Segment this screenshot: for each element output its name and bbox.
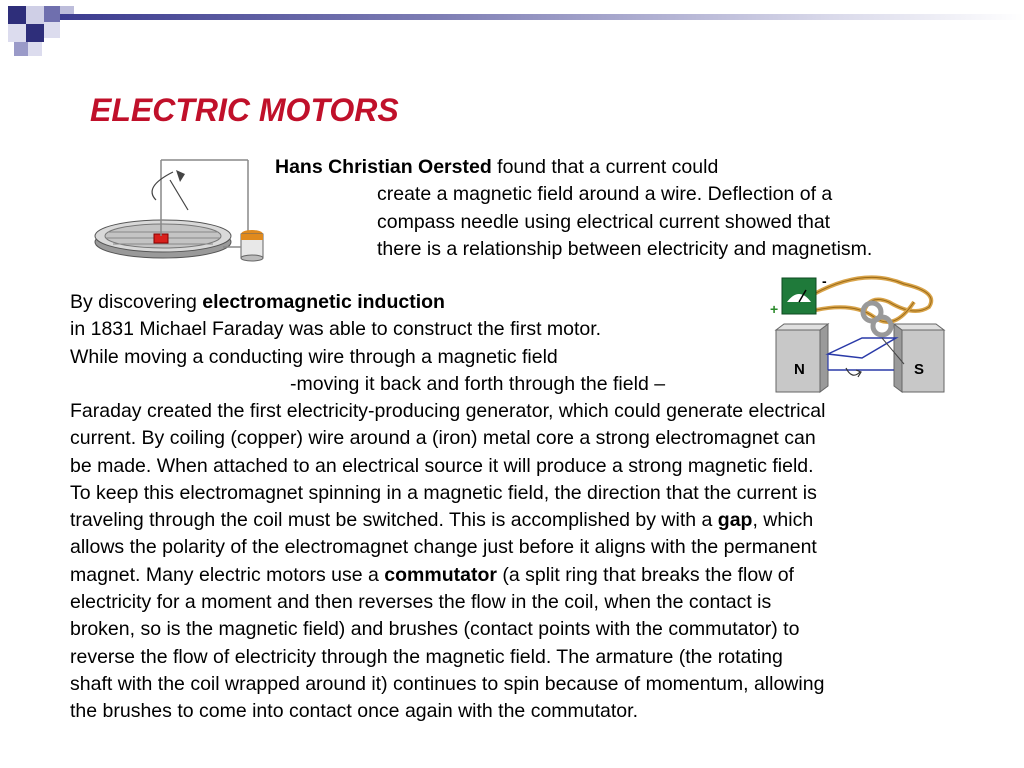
faraday-intro-paragraph: [70, 289, 665, 398]
oersted-line-4: there is a relationship between electricity and magnetism.: [377, 237, 873, 260]
body-line-1: Faraday created the first electricity-producing generator, which could generate electrical: [70, 400, 826, 422]
decor-square-2: [26, 6, 44, 24]
faraday-line-2: in 1831 Michael Faraday was able to construct the first motor.: [70, 318, 602, 341]
oersted-apparatus-illustration: [88, 152, 278, 262]
body-line-4: To keep this electromagnet spinning in a magnetic field, the direction that the current is: [70, 481, 817, 504]
body-line-5-suffix: , which: [752, 509, 814, 532]
commutator-term: commutator: [384, 563, 497, 586]
oersted-line-2: create a magnetic field around a wire. Deflection of a: [377, 183, 833, 206]
faraday-line-1-prefix: By discovering: [70, 291, 203, 313]
body-line-6: allows the polarity of the electromagnet change just before it aligns with the permanent: [70, 536, 817, 559]
faraday-line-1: [70, 289, 665, 316]
faraday-line-3: While moving a conducting wire through a magnetic field: [70, 345, 558, 368]
decor-square-8: [28, 42, 42, 56]
body-line-7-prefix: magnet. Many electric motors use a: [70, 563, 385, 586]
generator-illustration: [764, 272, 964, 402]
body-line-2: current. By coiling (copper) wire around a (iron) metal core a strong electromagnet can: [70, 427, 816, 450]
decor-square-6: [44, 22, 60, 38]
oersted-line-1-rest: found that a current could: [491, 156, 719, 178]
meter-minus-sign: -: [822, 273, 827, 289]
meter-plus-sign: +: [770, 301, 779, 317]
oersted-line-3: compass needle using electrical current showed that: [377, 210, 831, 233]
body-line-9: broken, so is the magnetic field) and brushes (contact points with the commutator) to: [70, 618, 800, 641]
decor-square-4: [26, 24, 44, 42]
south-pole-label: S: [914, 361, 925, 378]
oersted-name: Hans Christian Oersted: [275, 156, 492, 178]
body-line-3: be made. When attached to an electrical source it will produce a strong magnetic field.: [70, 454, 814, 477]
slide-title: ELECTRIC MOTORS: [90, 92, 399, 128]
body-line-7-suffix: (a split ring that breaks the flow of: [496, 563, 794, 586]
decor-square-3: [44, 6, 60, 22]
decor-square-7: [14, 42, 28, 56]
faraday-line-4: -moving it back and forth through the field –: [290, 372, 666, 395]
body-paragraph: [70, 398, 825, 726]
body-line-7: [70, 562, 825, 589]
body-line-8: electricity for a moment and then reverses the flow in the coil, when the contact is: [70, 591, 772, 614]
body-line-5-prefix: traveling through the coil must be switched. This is accomplished by with a: [70, 509, 718, 532]
body-line-10: reverse the flow of electricity through the magnetic field. The armature (the rotating: [70, 645, 783, 668]
em-induction-term: electromagnetic induction: [202, 291, 445, 313]
decor-square-5: [8, 24, 26, 42]
body-line-5: [70, 507, 825, 534]
body-line-12: the brushes to come into contact once again with the commutator.: [70, 700, 638, 723]
oersted-line-1: [275, 154, 872, 181]
north-pole-label: N: [794, 361, 805, 378]
body-line-11: shaft with the coil wrapped around it) continues to spin because of momentum, allowing: [70, 672, 825, 695]
header-rule: [60, 14, 1024, 20]
decor-square-1: [8, 6, 26, 24]
gap-term: gap: [717, 509, 753, 532]
oersted-paragraph: [275, 154, 872, 263]
